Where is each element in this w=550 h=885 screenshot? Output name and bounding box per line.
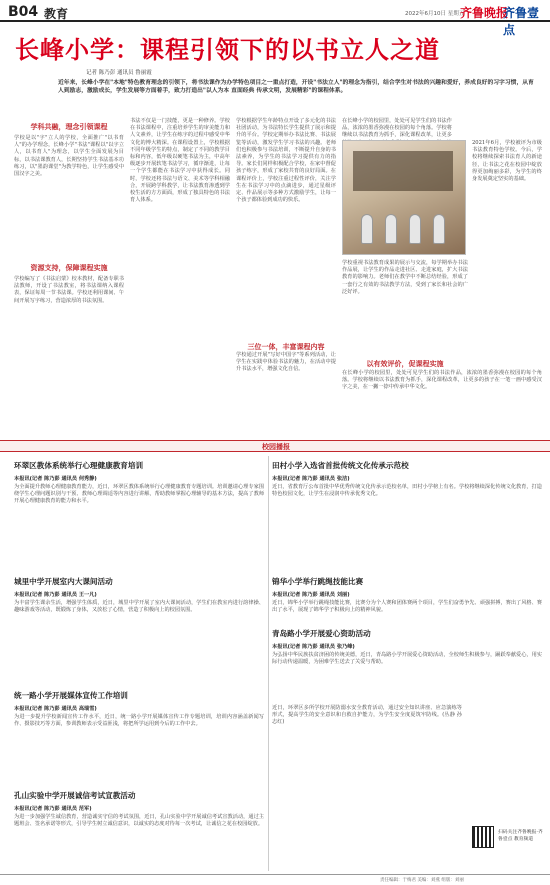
news-title: 孔山实验中学开展诚信考试宣教活动 [14, 791, 136, 800]
article-column-b: 书法不仅是一门技能，更是一种修养。学校在书法课程中，注重培养学生的审美能力和人文素养，让学生在练字的过程中感受中华文化的博大精深。在课程设置上，学校根据不同年级学生的特点，制定了不同的教学目标和内容，低年级以硬笔书法为主，中高年级逐步开展软笔书法学习，循序渐进，让每一个学生都能在书法学习中获得成长。同时，学校还将书法与语文、美术等学科相融合，开展跨学科教学，让书法教育渗透到学校生活的方方面面，形成了独具特色的书法育人体系。 [130, 118, 230, 204]
news-title: 环翠区教体系统举行心理健康教育培训 [14, 461, 144, 470]
news-item [272, 705, 462, 815]
qr-code[interactable] [472, 826, 494, 848]
article-column-f: 学校重视书法教育成果的展示与交流，每学期举办书法作品展，让学生的作品走进社区、走进家庭，扩大书法教育的影响力。老师们在教学中不断总结经验，形成了一套行之有效的书法教学方法，受到了家长和社会的广泛好评。 [342, 260, 468, 295]
article-byline: 记者 陈乃彭 通讯员 鲁丽霞 [86, 70, 152, 76]
news-item [14, 460, 264, 560]
news-body: 近日，环翠区多所学校开展防溺水安全教育活动，通过安全知识讲座、应急演练等形式，提高学生的安全意识和自救自护能力，为学生安全度夏筑牢防线。(丛静 孙志红) [272, 705, 462, 726]
qr-caption: 扫码关注齐鲁晚报·齐鲁壹点 教育频道 [498, 830, 543, 842]
news-byline: 本报讯(记者 陈乃彭 通讯员 张乃峰) [272, 644, 355, 650]
article-column-g: 在长峰小学的校园里，处处可见学生们的书法作品，浓浓的墨香弥漫在校园的每个角落。学校将继续以书法教育为抓手，深化课程改革，让更多的孩子在一笔一画中感受汉字之美，在一撇一捺中传承中华文化。 [342, 370, 542, 391]
article-column-d: 在长峰小学的校园里，处处可见学生们的书法作品，浓浓的墨香弥漫在校园的每个角落。学校将继续以书法教育为抓手，深化课程改革，让更多 [342, 118, 452, 139]
news-item [14, 790, 264, 870]
subheading-1: 学科共融，理念引领课程 [30, 123, 108, 131]
student-figure [361, 214, 373, 244]
article-column-e: 2021年6月，学校被评为市级书法教育特色学校。今后，学校将继续探索书法育人的新途径，让书法之花在校园中绽放得更加绚丽多彩，为学生的终身发展奠定坚实的基础。 [472, 140, 542, 183]
news-title: 锦华小学举行跳绳技能比赛 [272, 577, 364, 586]
section-banner [0, 440, 550, 452]
newspaper-logo: 齐鲁晚报 [460, 6, 509, 20]
article-column-c: 学校根据学生年龄特点开设了多元化的书法社团活动，为书法特长学生提供了展示和提升的平台。学校定期举办书法比赛、书法展览等活动，激发学生学习书法的兴趣。老师们也积极参与书法培训，不断提升自身的书法素养，为学生的书法学习提供有力的指导。家长们同样积极配合学校，在家中督促孩子练字，形成了家校共育的良好局面。在课程评价上，学校注重过程性评价，关注学生在书法学习中的点滴进步，通过星级评定、作品展示等多种方式激励学生，让每一个孩子都体验到成功的快乐。 [236, 118, 336, 204]
app-logo: 齐鲁壹点 [503, 6, 540, 37]
news-byline: 本报讯(记者 陈乃彭 通讯员 何秀静) [14, 476, 97, 482]
news-item [272, 460, 542, 560]
section-name: 教育 [44, 7, 69, 21]
news-title: 城里中学开展室内大课间活动 [14, 577, 113, 586]
news-byline: 本报讯(记者 陈乃彭 通讯员 范军) [14, 806, 92, 812]
paragraph: 学校编写了《书法启蒙》校本教材，配备专职书法教师，开设了书法教室，将书法课纳入课程表，保证每周一节书法课。学校还利用课间、午间开展写字练习，营造浓厚的书法氛围。 [14, 276, 124, 304]
masthead [0, 0, 550, 37]
news-body: 为进一步提升学校新闻宣传工作水平，近日，统一路小学开展媒体宣传工作专题培训，培训内容涵盖新闻写作、摄影技巧等方面，参训教师表示受益匪浅，将把所学运用到今后的工作中去。 [14, 714, 264, 728]
banner-title: 校园播报 [262, 443, 290, 451]
news-item [14, 576, 264, 676]
article-column-a [14, 118, 124, 406]
news-byline: 本报讯(记者 陈乃彭 通讯员 王一凡) [14, 592, 97, 598]
student-figure [385, 214, 397, 244]
student-figure [433, 214, 445, 244]
article-lead: 近年来，长峰小学在"本地"特色教育理念的引领下，将书法课作为办学特色项目之一重点打造，开设"书法立人"的理念为指引，结合学生对书法的兴趣和爱好，养成良好的习字习惯，从育人到励志，激励成长，学生发展等方面着手，致力打造出"以人为本 直面经典 传承文明，发展精彩"的课程体系。 [58, 80, 534, 94]
article-headline: 长峰小学：课程引领下的以书立人之道 [15, 36, 440, 64]
news-byline: 本报讯(记者 陈乃彭 通讯员 刘丽) [272, 592, 350, 598]
article-column-c2: 学校通过开展"写好中国字"等系列活动，让学生在实践中体验书法的魅力，在活动中提升书法水平，增强文化自信。 [236, 352, 336, 373]
student-figure [409, 214, 421, 244]
news-body: 为丰富学生课余生活，增强学生体质，近日，城里中学开展了室内大课间活动，学生们在教室内进行韵律操、趣味游戏等活动，既锻炼了身体，又放松了心情，营造了积极向上的校园氛围。 [14, 600, 264, 614]
paragraph: 学校是以"字"立人的学校，全面推广"以书育人"的办学理念，长峰小学"书法"课程以"以字立人，以书育人"为理念，以学生全面发展为目标，以书法课教育人，长期坚持学生书法基本功练习，以"墨韵课堂"为教学特色，让学生感受中国汉字之美。 [14, 135, 124, 178]
news-body: 近日，省教育厅公布首批中华优秀传统文化传承示范校名单，田村小学榜上有名。学校将继续深化传统文化教育，打造特色校园文化，让学生在浸润中传承优秀文化。 [272, 484, 542, 498]
page-footer [0, 874, 550, 885]
classroom-photo [342, 140, 466, 255]
news-title: 田村小学入选省首批传统文化传承示范校 [272, 461, 409, 470]
column-divider [268, 456, 269, 871]
news-title: 青岛路小学开展爱心资助活动 [272, 629, 371, 638]
subheading-2: 资源支持，保障课程实施 [30, 264, 108, 272]
footer-credits: 责任编辑：于梅君 美编：刘燕 组版：刘丽 [380, 878, 464, 883]
section-code: B04 [8, 4, 39, 20]
news-item [14, 690, 264, 790]
news-byline: 本报讯(记者 陈乃彭 通讯员 高瑞雪) [14, 706, 97, 712]
subheading-4: 以有效评价，促课程实施 [366, 360, 444, 368]
news-body: 为弘扬中华民族扶贫济困的传统美德，近日，青岛路小学开展爱心资助活动，全校师生积极参与，踊跃奉献爱心，用实际行动传递温暖，为困难学生送去了关爱与帮助。 [272, 652, 542, 666]
news-body: 为全面提升教师心理健康教育能力，近日，环翠区教体系统举行心理健康教育专题培训。培训邀请心理专家围绕学生心理问题识别与干预、教师心理调适等内容进行讲解，帮助教师掌握心理辅导的基本方法，提高了教师开展心理健康教育的能力和水平。 [14, 484, 264, 505]
news-body: 近日，锦华小学举行跳绳技能比赛，比赛分为个人赛和团体赛两个项目，学生们奋勇争先、顽强拼搏，赛出了风格、赛出了水平，展现了锦华学子积极向上的精神风貌。 [272, 600, 542, 614]
news-body: 为进一步加强学生诚信教育，营造诚实守信的考试氛围，近日，孔山实验中学开展诚信考试宣教活动，通过主题班会、签名承诺等形式，引导学生树立诚信意识，以诚实的态度对待每一次考试，让诚信之花在校园绽放。 [14, 814, 264, 828]
news-title: 统一路小学开展媒体宣传工作培训 [14, 691, 128, 700]
blackboard [353, 151, 453, 191]
news-byline: 本报讯(记者 陈乃彭 通讯员 张洁) [272, 476, 350, 482]
news-item [272, 628, 542, 698]
issue-date: 2022年6月10日 星期五 [405, 11, 465, 17]
news-item [272, 576, 542, 621]
subheading-3: 三位一体，丰富课程内容 [247, 343, 325, 351]
